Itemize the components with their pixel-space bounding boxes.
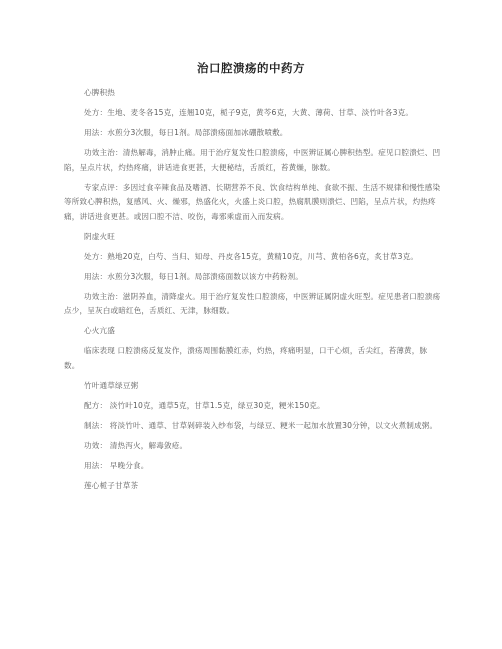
document-title: 治口腔溃疡的中药方 <box>197 61 305 75</box>
document-body <box>64 86 442 499</box>
paragraph: 配方： 淡竹叶10克，通草5克，甘草1.5克，绿豆30克，粳米150克。 <box>84 400 325 410</box>
paragraph: 用法：水煎分3次服，每日1剂。局部溃疡面数以该方中药粉剂。 <box>84 271 304 281</box>
paragraph: 功效： 清热泻火，解毒敛疮。 <box>84 440 188 450</box>
paragraph: 制法： 将淡竹叶、通草、甘草剁碎装入纱布袋，与绿豆、粳米一起加水放置30分钟，以文火煮制成粥。 <box>84 420 438 430</box>
paragraph: 功效主治：清热解毒，消肿止痛。用于治疗复发性口腔溃疡，中医辨证属心脾积热型。症见口腔溃烂、凹陷，呈点片状，灼热疼痛，讲话进食更甚，大便秘结，舌质红，苔黄燥，脉数。 <box>64 148 441 172</box>
paragraph: 专家点评：多因过食辛辣食品及嗜酒、长期营养不良、饮食结构单纯、食欲不振、生活不规律和慢性感染等所致心脾积热，复感风、火、燥邪，热盛化火，火盛上炎口腔，热腐肌膜则溃烂、凹陷，呈点片状，灼热疼痛，讲话进食更甚。或因口腔不洁、咬伤，毒邪乘虚而入而发病。 <box>64 182 441 221</box>
paragraph: 用法： 早晚分食。 <box>84 460 149 470</box>
section-heading: 心火亢盛 <box>84 326 115 335</box>
section-heading: 阴虚火旺 <box>84 231 115 241</box>
section-heading: 莲心栀子甘草茶 <box>84 480 139 490</box>
paragraph: 用法：水煎分3次服，每日1剂。局部溃疡面加冰硼散喷敷。 <box>84 128 288 137</box>
paragraph: 处方：熟地20克，白芍、当归、知母、丹皮各15克，黄精10克，川芎、黄柏各6克，炙甘草3克。 <box>84 251 419 261</box>
paragraph: 功效主治：滋阴养血，清降虚火。用于治疗复发性口腔溃疡，中医辨证属阴虚火旺型。症见患者口腔溃疡点少，呈灰白或暗红色，舌质红、无津，脉细数。 <box>64 291 441 315</box>
section-heading: 竹叶通草绿豆粥 <box>84 380 139 390</box>
paragraph: 临床表现 口腔溃疡反复发作，溃疡周围黏膜红赤，灼热，疼痛明显，口干心烦，舌尖红，苔薄黄，脉数。 <box>64 346 428 370</box>
paragraph: 处方：生地、麦冬各15克，连翘10克，栀子9克，黄芩6克，大黄、薄荷、甘草、淡竹叶各3克。 <box>84 108 414 117</box>
section-heading: 心脾积热 <box>84 88 115 97</box>
